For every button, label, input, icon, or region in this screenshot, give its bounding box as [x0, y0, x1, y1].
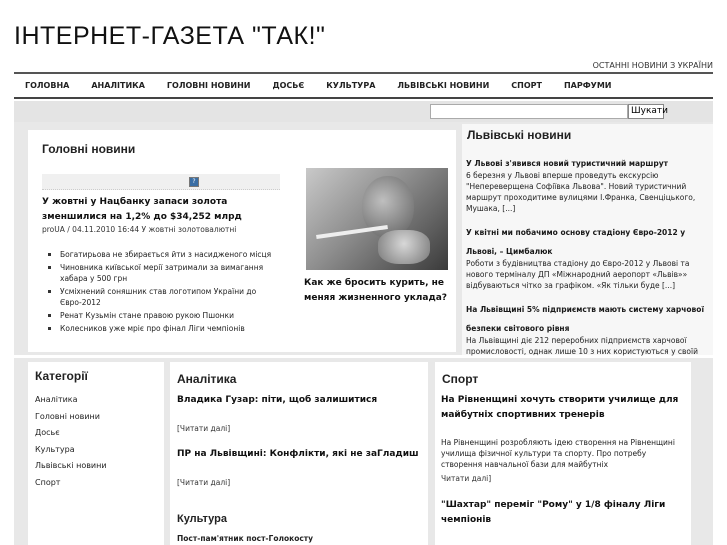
- list-item[interactable]: Богатирьова не збирається йти з насидженого місця: [42, 249, 287, 260]
- nav-item-lviv-news[interactable]: ЛЬВІВСЬКІ НОВИНИ: [397, 81, 490, 90]
- category-link-analytics[interactable]: Аналітика: [35, 395, 78, 404]
- info-icon[interactable]: ?: [189, 177, 199, 187]
- culture-entry-title[interactable]: Пост-пам'ятник пост-Голокосту: [177, 534, 314, 543]
- sport-column: [435, 362, 691, 545]
- culture-title: Культура: [177, 513, 227, 525]
- categories-list: [35, 392, 107, 491]
- nav-item-home[interactable]: ГОЛОВНА: [25, 81, 70, 90]
- list-item[interactable]: Чиновника київської мерії затримали за вимагання хабара у 500 грн: [42, 262, 287, 284]
- read-more-link[interactable]: Читати далі]: [441, 474, 492, 483]
- lviv-news-list: [466, 151, 708, 374]
- sport-entry-title[interactable]: На Рівненщині хочуть створити училище для майбутніх спортивних тренерів: [441, 395, 679, 420]
- read-more-link[interactable]: [Читати далі]: [177, 478, 231, 487]
- main-headline-link[interactable]: У жовтні у Нацбанку запаси золота зменшилися на 1,2% до $34,252 млрд: [42, 197, 242, 222]
- analytics-title: Аналітика: [177, 372, 237, 386]
- lviv-news-item-title[interactable]: У Львові з'явився новий туристичний маршрут: [466, 159, 668, 168]
- category-link-main-news[interactable]: Головні новини: [35, 411, 100, 421]
- main-news-list: [42, 249, 287, 336]
- ad-box: [42, 174, 280, 190]
- category-link-dossier[interactable]: Досьє: [35, 428, 60, 437]
- lviv-news-item-title[interactable]: У квітні ми побачимо основу стадіону Євро-2012 у Львові, – Цимбалюк: [466, 228, 686, 256]
- lviv-news-title: Львівські новини: [467, 128, 572, 142]
- list-item[interactable]: Усміхнений соняшник став логотипом України до Євро-2012: [42, 286, 287, 308]
- lviv-news-item-title[interactable]: На Львівщині 5% підприємств мають систему харчової безпеки світового рівня: [466, 305, 705, 333]
- list-item: [466, 151, 708, 214]
- analytics-entry-title[interactable]: ПР на Львівщині: Конфлікти, які не заГладиш: [177, 449, 419, 459]
- photo-caption-link[interactable]: Как же бросить курить, не меняя жизненного уклада?: [304, 278, 448, 303]
- nav-item-perfume[interactable]: ПАРФУМИ: [563, 81, 612, 90]
- site-title[interactable]: ІНТЕРНЕТ-ГАЗЕТА "ТАК!": [14, 22, 326, 50]
- sport-title: Спорт: [442, 372, 479, 386]
- nav-item-culture[interactable]: КУЛЬТУРА: [326, 81, 376, 90]
- lviv-news-item-body: 6 березня у Львові вперше проведуть екскурсію "Непереверщена Софіївка Львова". Новий туристичний маршрут проходитиме вулицями І.Франка, Свенціцького, Мушака, [...]: [466, 171, 696, 213]
- category-link-culture[interactable]: Культура: [35, 444, 75, 454]
- nav-item-sport[interactable]: СПОРТ: [511, 81, 542, 90]
- smoking-photo[interactable]: [306, 168, 448, 270]
- site-tagline: ОСТАННІ НОВИНИ З УКРАЇНИ: [592, 61, 713, 70]
- analytics-column: [170, 362, 428, 545]
- list-item[interactable]: Ренат Кузьмін стане правою рукою Пшонки: [42, 310, 287, 321]
- search-bar: [14, 101, 713, 122]
- photo-hand-shape: [378, 230, 430, 264]
- sport-entry-body: На Рівненщині розробляють ідею створення на Рівненщині училища фізичної культури та спорту. Про потребу створення навчальної бази для майбутніх: [441, 438, 675, 469]
- category-link-sport[interactable]: Спорт: [35, 477, 61, 487]
- nav-item-dossier[interactable]: ДОСЬЄ: [272, 81, 305, 90]
- main-headline-meta: proUA / 04.11.2010 16:44 У жовтні золотовалютні: [42, 225, 237, 234]
- analytics-entry-title[interactable]: Владика Гузар: піти, щоб залишитися: [177, 395, 378, 405]
- main-nav: [14, 74, 713, 99]
- list-item[interactable]: Колесников уже мріє про фінал Ліги чемпіонів: [42, 323, 287, 334]
- lviv-news-item-body: На Львівщині діє 212 переробних підприємств харчової промисловості, однак лише 10 з них користуються у своїй: [466, 336, 698, 356]
- nav-item-main-news[interactable]: ГОЛОВНІ НОВИНИ: [166, 81, 251, 90]
- categories-panel: [28, 362, 164, 545]
- lviv-news-item-body: Роботи з будівництва стадіону до Євро-2012 у Львові та нового терміналу ДП «Міжнародний аеропорт «Львів»» відбуваються чітко за графіком. «Як тільки буде [...]: [466, 259, 690, 290]
- search-input[interactable]: [430, 104, 628, 119]
- list-item: [466, 220, 708, 291]
- lviv-news-panel: [462, 124, 713, 355]
- sport-entry-title[interactable]: "Шахтар" переміг "Рому" у 1/8 фіналу Ліги чемпіонів: [441, 500, 666, 525]
- category-link-lviv-news[interactable]: Львівські новини: [35, 461, 107, 470]
- main-news-panel: [28, 130, 456, 352]
- categories-title: Категорії: [35, 369, 88, 383]
- nav-item-analytics[interactable]: АНАЛІТИКА: [91, 81, 145, 90]
- search-button[interactable]: Шукати: [628, 104, 664, 119]
- read-more-link[interactable]: [Читати далі]: [177, 424, 231, 433]
- main-news-title: Головні новини: [42, 142, 136, 156]
